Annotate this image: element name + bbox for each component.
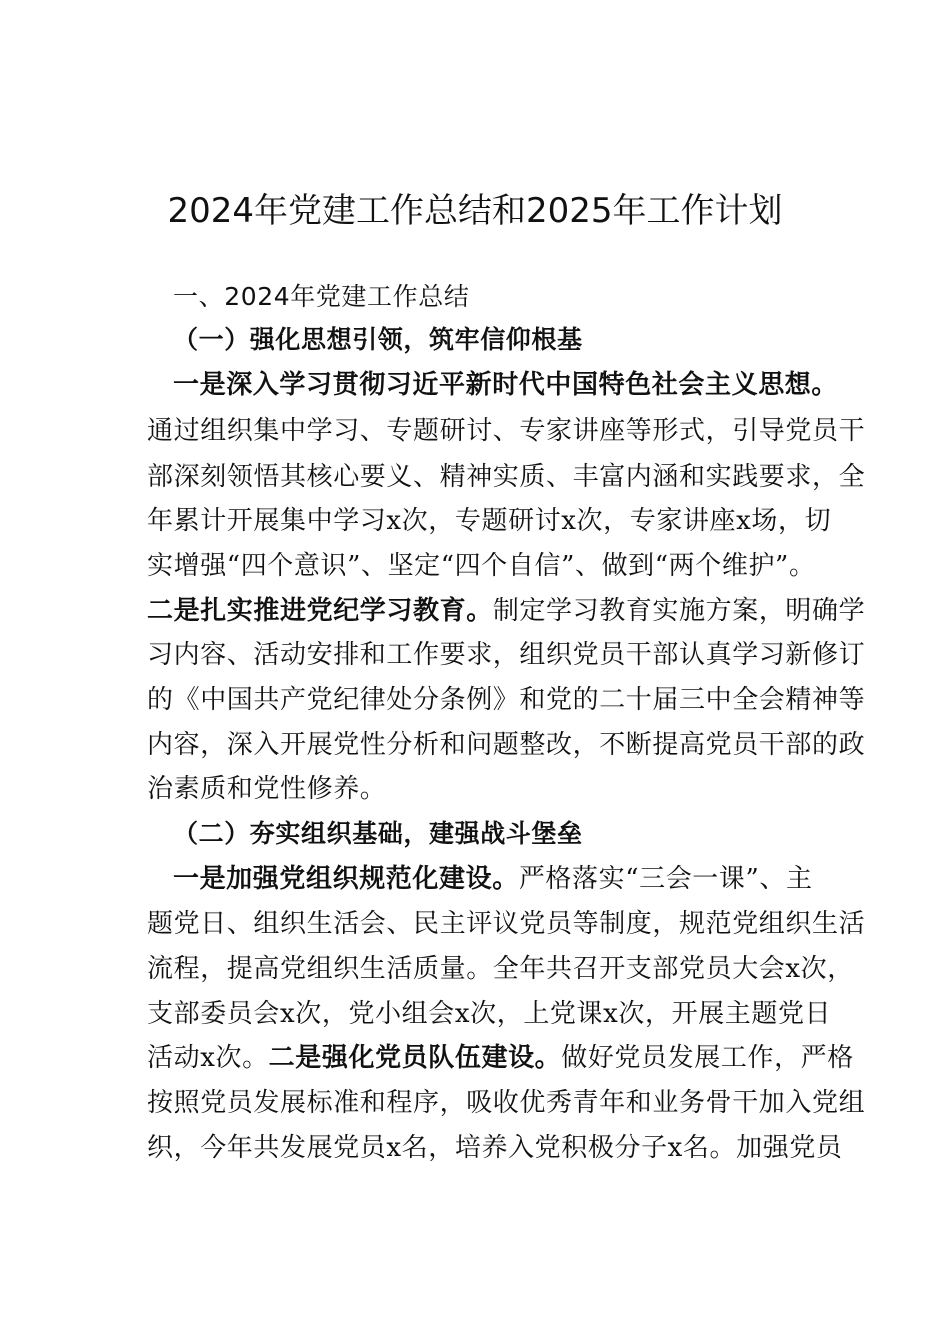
paragraph-line: 年累计开展集中学习x次，专题研讨x次，专家讲座x场，切 (147, 506, 832, 536)
paragraph-lead: 二是扎实推进党纪学习教育。 (147, 596, 493, 626)
paragraph-line: 题党日、组织生活会、民主评议党员等制度，规范党组织生活 (147, 909, 866, 939)
paragraph-line: 一是深入学习贯彻习近平新时代中国特色社会主义思想。 (173, 370, 839, 400)
section-heading: 一、2024年党建工作总结 (173, 282, 470, 311)
paragraph-lead: 一是加强党组织规范化建设。 (173, 864, 519, 894)
paragraph-lead: 二是强化党员队伍建设。 (268, 1043, 562, 1073)
subsection-heading-1: （一）强化思想引领，筑牢信仰根基 (173, 325, 583, 354)
paragraph-line: 内容，深入开展党性分析和问题整改，不断提高党员干部的政 (147, 730, 866, 760)
paragraph-line: 按照党员发展标准和程序，吸收优秀青年和业务骨干加入党组 (147, 1088, 866, 1118)
paragraph-text: 制定学习教育实施方案，明确学 (492, 596, 866, 626)
paragraph-line: 部深刻领悟其核心要义、精神实质、丰富内涵和实践要求，全 (147, 462, 866, 492)
subsection-heading-2: （二）夯实组织基础，建强战斗堡垒 (173, 819, 583, 848)
paragraph-line (147, 1038, 854, 1078)
paragraph-line: 通过组织集中学习、专题研讨、专家讲座等形式，引导党员干 (147, 416, 866, 446)
paragraph-text: 做好党员发展工作，严格 (561, 1043, 854, 1073)
paragraph-line: 支部委员会x次，党小组会x次，上党课x次，开展主题党日 (147, 999, 832, 1029)
paragraph-text: 严格落实“三会一课”、主 (518, 864, 813, 894)
paragraph-line: 织，今年共发展党员x名，培养入党积极分子x名。加强党员 (147, 1133, 843, 1163)
paragraph-line: 实增强“四个意识”、坚定“四个自信”、做到“两个维护”。 (147, 551, 816, 581)
paragraph-line: 的《中国共产党纪律处分条例》和党的二十届三中全会精神等 (147, 685, 866, 715)
paragraph-line: 习内容、活动安排和工作要求，组织党员干部认真学习新修订 (147, 640, 866, 670)
paragraph-line: 流程，提高党组织生活质量。全年共召开支部党员大会x次， (147, 954, 854, 984)
paragraph-line: 治素质和党性修养。 (147, 774, 387, 804)
paragraph-line (147, 591, 865, 631)
document-title: 2024年党建工作总结和2025年工作计划 (167, 191, 783, 231)
paragraph-line (173, 859, 813, 899)
paragraph-text: 活动x次。 (147, 1043, 269, 1073)
